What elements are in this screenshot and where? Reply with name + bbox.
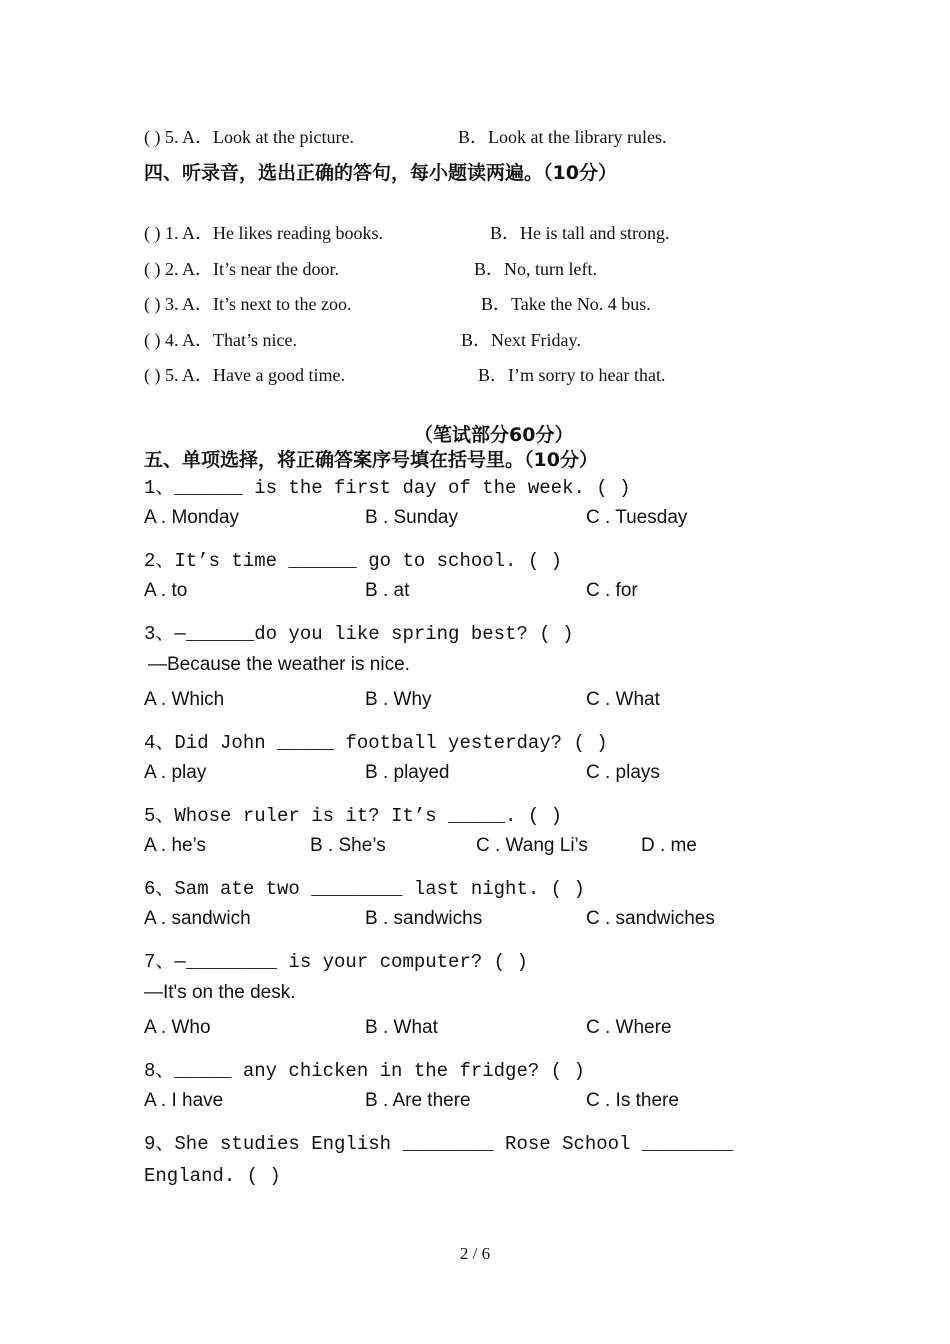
section4-title: 四、听录音，选出正确的答句，每小题读两遍。（10分）: [144, 162, 617, 184]
section5-title: 五、单项选择，将正确答案序号填在括号里。（10分）: [144, 449, 598, 471]
q6-stem: 6、Sam ate two ________ last night. ( ): [144, 878, 585, 900]
q6-option-c: C . sandwiches: [586, 908, 715, 929]
q7-stem: 7、—________ is your computer? ( ): [144, 951, 528, 973]
q2-option-a: A . to: [144, 580, 188, 601]
s4-item2-b: B．No, turn left.: [474, 259, 597, 279]
q7-option-a: A . Who: [144, 1017, 211, 1038]
q1-stem: 1、______ is the first day of the week. ( ): [144, 477, 631, 499]
q2-option-c: C . for: [586, 580, 638, 601]
q4-option-c: C . plays: [586, 762, 660, 783]
q8-option-c: C . Is there: [586, 1090, 679, 1111]
q9-stem-line1: 9、She studies English ________ Rose School ________: [144, 1133, 734, 1155]
s4-item2-a: ( ) 2. A．It’s near the door.: [144, 259, 339, 279]
s4-item4-b: B．Next Friday.: [461, 330, 581, 350]
q7-answer: —It's on the desk.: [144, 982, 296, 1003]
s4-item1-a: ( ) 1. A．He likes reading books.: [144, 223, 383, 243]
q6-option-b: B . sandwichs: [365, 908, 483, 929]
q3-option-b: B . Why: [365, 689, 432, 710]
q3-option-c: C . What: [586, 689, 660, 710]
s4-item3-b: B．Take the No. 4 bus.: [481, 294, 651, 314]
q2-option-b: B . at: [365, 580, 410, 601]
q4-stem: 4、Did John _____ football yesterday? ( ): [144, 732, 608, 754]
q4-option-b: B . played: [365, 762, 450, 783]
q5-option-b: B . She’s: [310, 835, 386, 856]
q1-option-a: A . Monday: [144, 507, 240, 528]
q2-stem: 2、It’s time ______ go to school. ( ): [144, 550, 563, 572]
q1-option-b: B . Sunday: [365, 507, 458, 528]
s4-item1-b: B．He is tall and strong.: [490, 223, 670, 243]
q3-option-a: A . Which: [144, 689, 225, 710]
q5-stem: 5、Whose ruler is it? It’s _____. ( ): [144, 805, 563, 827]
q9-stem-line2: England. ( ): [144, 1165, 281, 1187]
q5-option-d: D . me: [641, 835, 697, 856]
q5-option-a: A . he’s: [144, 835, 206, 856]
listening-q5-a: ( ) 5. A．Look at the picture.: [144, 127, 354, 147]
q7-option-c: C . Where: [586, 1017, 672, 1038]
q1-option-c: C . Tuesday: [586, 507, 688, 528]
q4-option-a: A . play: [144, 762, 207, 783]
listening-q5-b: B．Look at the library rules.: [458, 127, 667, 147]
page-number: 2 / 6: [459, 1244, 491, 1263]
q8-option-b: B . Are there: [365, 1090, 471, 1111]
s4-item5-a: ( ) 5. A．Have a good time.: [144, 365, 345, 385]
q3-answer: —Because the weather is nice.: [148, 654, 410, 675]
q5-option-c: C . Wang Li’s: [476, 835, 588, 856]
q7-option-b: B . What: [365, 1017, 438, 1038]
q8-option-a: A . I have: [144, 1090, 224, 1111]
q8-stem: 8、_____ any chicken in the fridge? ( ): [144, 1060, 585, 1082]
q6-option-a: A . sandwich: [144, 908, 251, 929]
q3-stem: 3、—______do you like spring best? ( ): [144, 623, 574, 645]
s4-item3-a: ( ) 3. A．It’s next to the zoo.: [144, 294, 352, 314]
s4-item4-a: ( ) 4. A．That’s nice.: [144, 330, 297, 350]
s4-item5-b: B．I’m sorry to hear that.: [478, 365, 666, 385]
written-part-header: （笔试部分60分）: [414, 424, 574, 446]
